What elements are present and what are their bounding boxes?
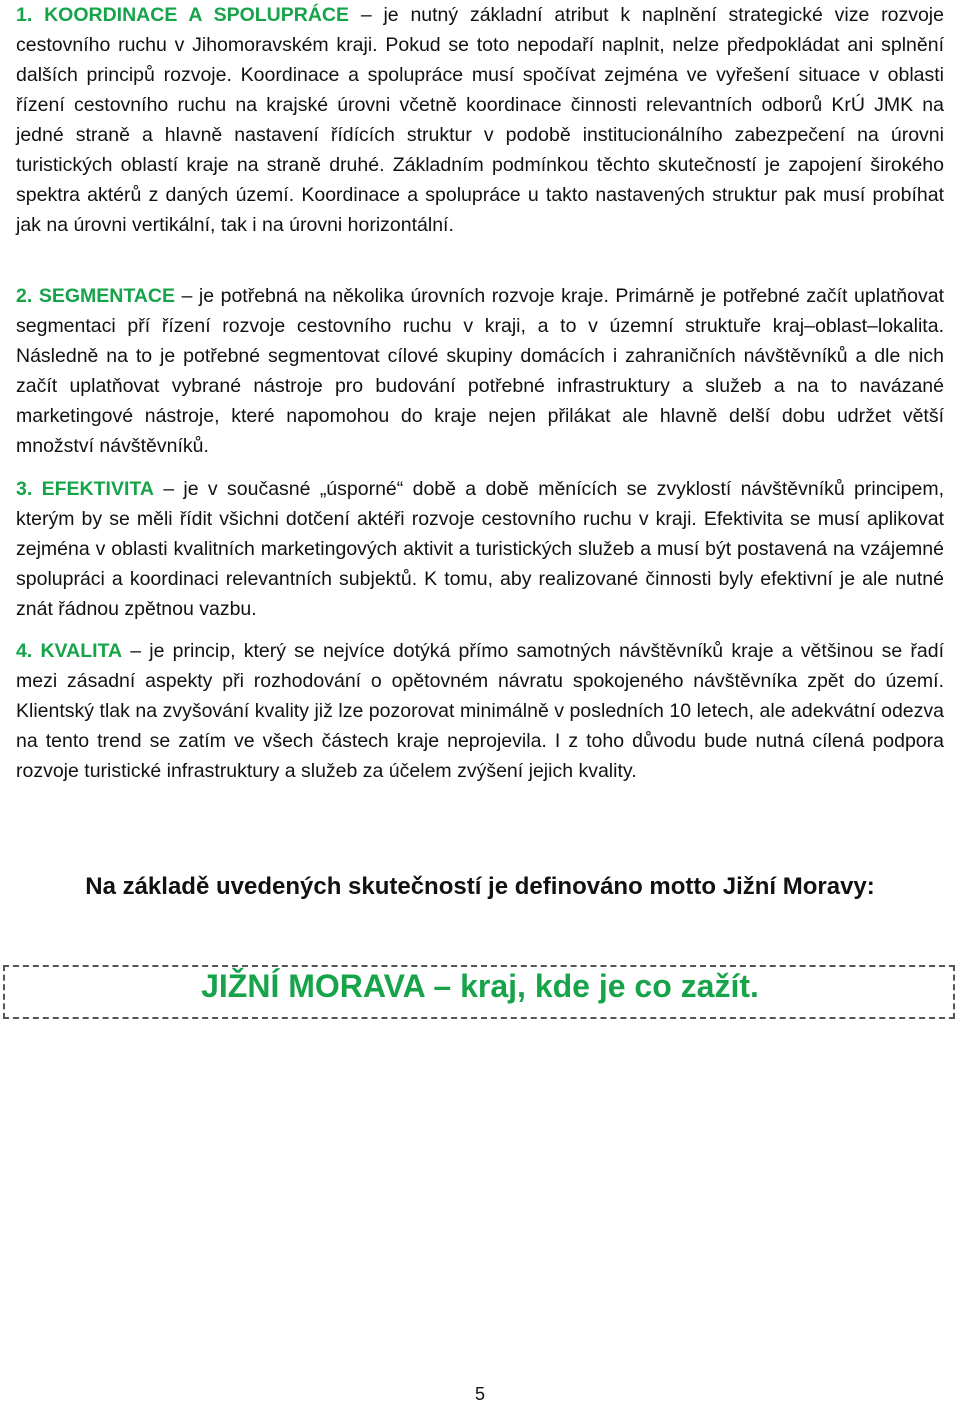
motto: JIŽNÍ MORAVA – kraj, kde je co zažít. — [201, 968, 759, 1004]
principle-keyword: KOORDINACE A SPOLUPRÁCE — [44, 4, 350, 26]
principle-number: 4. — [16, 640, 33, 662]
principle-number: 2. — [16, 285, 33, 307]
principle-number: 3. — [16, 478, 33, 500]
principle-efektivita — [16, 474, 944, 624]
principle-koordinace — [16, 0, 944, 240]
page-number: 5 — [474, 1384, 485, 1404]
principle-kvalita — [16, 636, 944, 786]
principle-number: 1. — [16, 4, 33, 26]
principle-text: – je nutný základní atribut k naplnění strategické vize rozvoje cestovního ruchu v Jihomoravském kraji. Pokud se toto nepodaří naplnit, nelze předpokládat ani splnění dalších principů rozvoje. Koordinace a spolupráce musí spočívat zejména ve vyřešení situace v oblasti řízení cestovního ruchu na krajské úrovni včetně koordinace činnosti relevantních odborů KrÚ JMK na jedné straně a hlavně nastavení řídících struktur v podobě institucionálního zabezpečení na úrovni turistických oblastí kraje na straně druhé. Základním podmínkou těchto skutečností je zapojení širokého spektra aktérů z daných území. Koordinace a spolupráce u takto nastavených struktur pak musí probíhat jak na úrovni vertikální, tak i na úrovni horizontální. — [16, 4, 944, 236]
principle-text: – je v současné „úsporné“ době a době měnících se zvyklostí návštěvníků principem, kterým by se měli řídit všichni dotčení aktéři rozvoje cestovního ruchu v kraji. Efektivita se musí aplikovat zejména v oblasti kvalitních marketingových aktivit a turistických služeb a musí být postavená na vzájemné spolupráci a koordinaci relevantních subjektů. K tomu, aby realizované činnosti byly efektivní je ale nutné znát řádnou zpětnou vazbu. — [16, 478, 944, 620]
principle-text: – je princip, který se nejvíce dotýká přímo samotných návštěvníků kraje a většinou se řadí mezi zásadní aspekty při rozhodování o opětovném návratu spokojeného návštěvníka zpět do území. Klientský tlak na zvyšování kvality již lze pozorovat minimálně v posledních 10 letech, ale adekvátní odezva na tento trend se zatím ve všech částech kraje neprojevila. I z toho důvodu bude nutná cílená podpora rozvoje turistické infrastruktury a služeb za účelem zvýšení jejich kvality. — [16, 640, 945, 782]
principle-text: – je potřebná na několika úrovních rozvoje kraje. Primárně je potřebné začít uplatňovat segmentaci pří řízení rozvoje cestovního ruchu v kraji, a to v územní struktuře kraj–oblast–lokalita. Následně na to je potřebné segmentovat cílové skupiny domácích i zahraničních návštěvníků a dle nich začít uplatňovat vybrané nástroje pro budování potřebné infrastruktury a služeb a na to navázané marketingové nástroje, které napomohou do kraje nejen přilákat ale hlavně delší dobu udržet větší množství návštěvníků. — [16, 285, 944, 457]
motto-intro: Na základě uvedených skutečností je definováno motto Jižní Moravy: — [85, 873, 875, 900]
principle-keyword: KVALITA — [40, 640, 123, 662]
principle-segmentace — [16, 281, 944, 461]
principle-keyword: EFEKTIVITA — [41, 478, 154, 500]
principle-keyword: SEGMENTACE — [38, 285, 175, 307]
